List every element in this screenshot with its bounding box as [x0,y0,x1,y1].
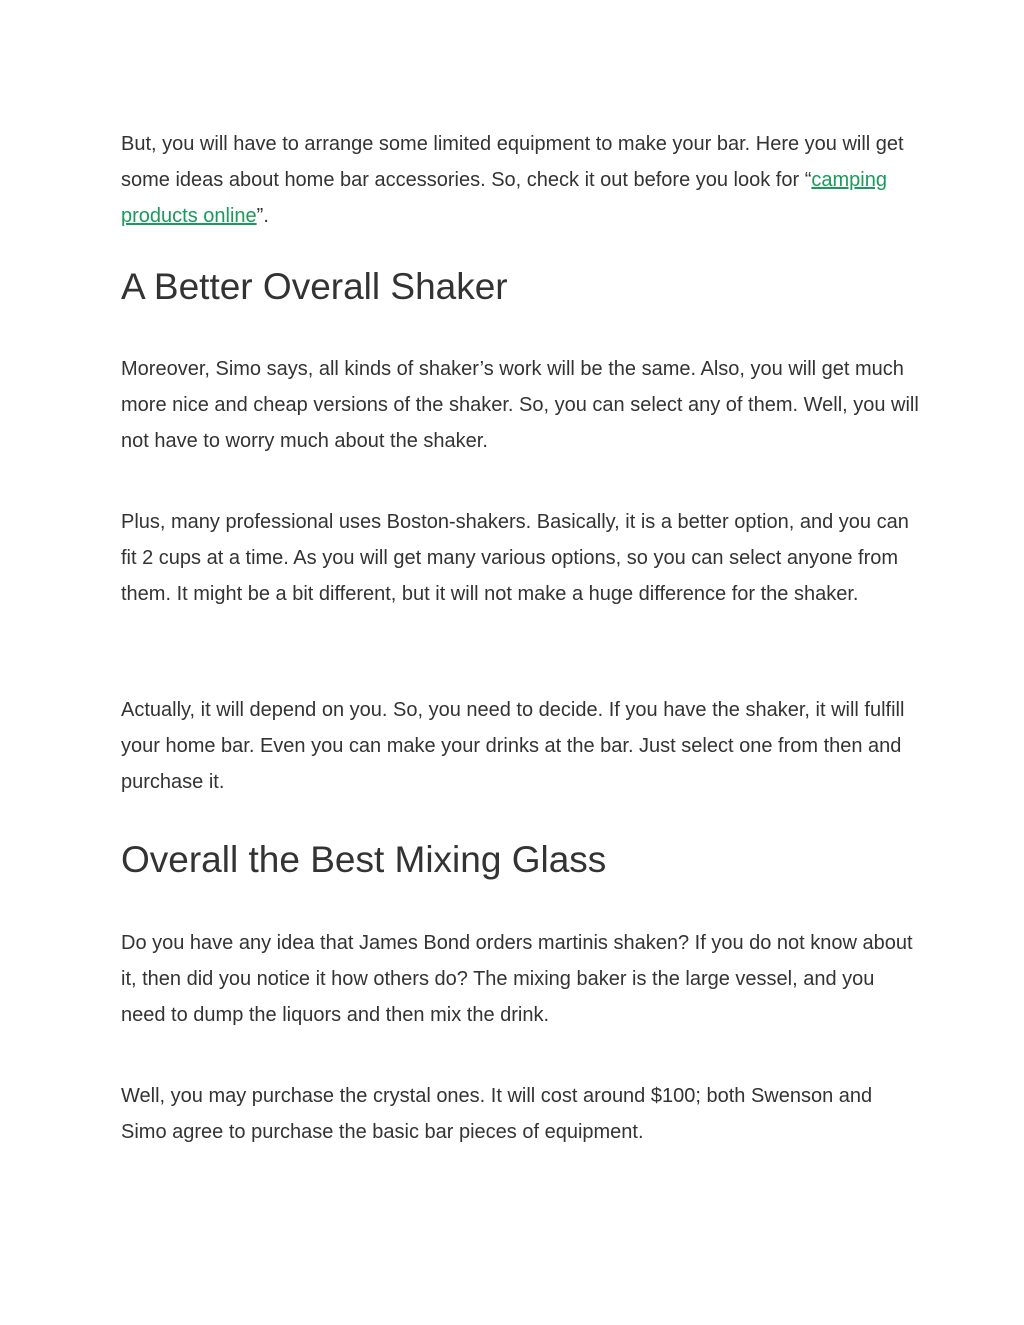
section1-paragraph-1-block [121,351,921,459]
section-heading-shaker: A Better Overall Shaker [121,266,508,307]
section2-paragraph-1-block [121,925,921,1033]
intro-text-after-link: ”. [256,205,269,227]
paragraph: Well, you may purchase the crystal ones. It will cost around $100; both Swenson and Simo agree to purchase the basic bar pieces of equipment. [121,1085,873,1143]
intro-paragraph-block [121,126,921,234]
section1-paragraph-3-block [121,692,921,800]
section2-heading-block [121,838,921,882]
section2-paragraph-2-block [121,1078,921,1150]
section1-heading-block [121,265,921,309]
paragraph: Plus, many professional uses Boston-shakers. Basically, it is a better option, and you can fit 2 cups at a time. As you will get many various options, so you can select anyone from them. It might be a bit different, but it will not make a huge difference for the shaker. [121,511,909,605]
paragraph: Actually, it will depend on you. So, you need to decide. If you have the shaker, it will fulfill your home bar. Even you can make your drinks at the bar. Just select one from then and purchase it. [121,699,905,793]
intro-text-before-link: But, you will have to arrange some limited equipment to make your bar. Here you will get some ideas about home bar accessories. So, check it out before you look for “ [121,133,904,191]
camping-products-link[interactable]: camping products online [121,169,887,227]
section-heading-mixing-glass: Overall the Best Mixing Glass [121,839,607,880]
section1-paragraph-2-block [121,504,921,612]
paragraph: Do you have any idea that James Bond orders martinis shaken? If you do not know about it, then did you notice it how others do? The mixing baker is the large vessel, and you need to dump the liquors and then mix the drink. [121,932,913,1026]
paragraph: Moreover, Simo says, all kinds of shaker’s work will be the same. Also, you will get much more nice and cheap versions of the shaker. So, you can select any of them. Well, you will not have to worry much about the shaker. [121,358,919,452]
intro-paragraph [121,126,921,234]
